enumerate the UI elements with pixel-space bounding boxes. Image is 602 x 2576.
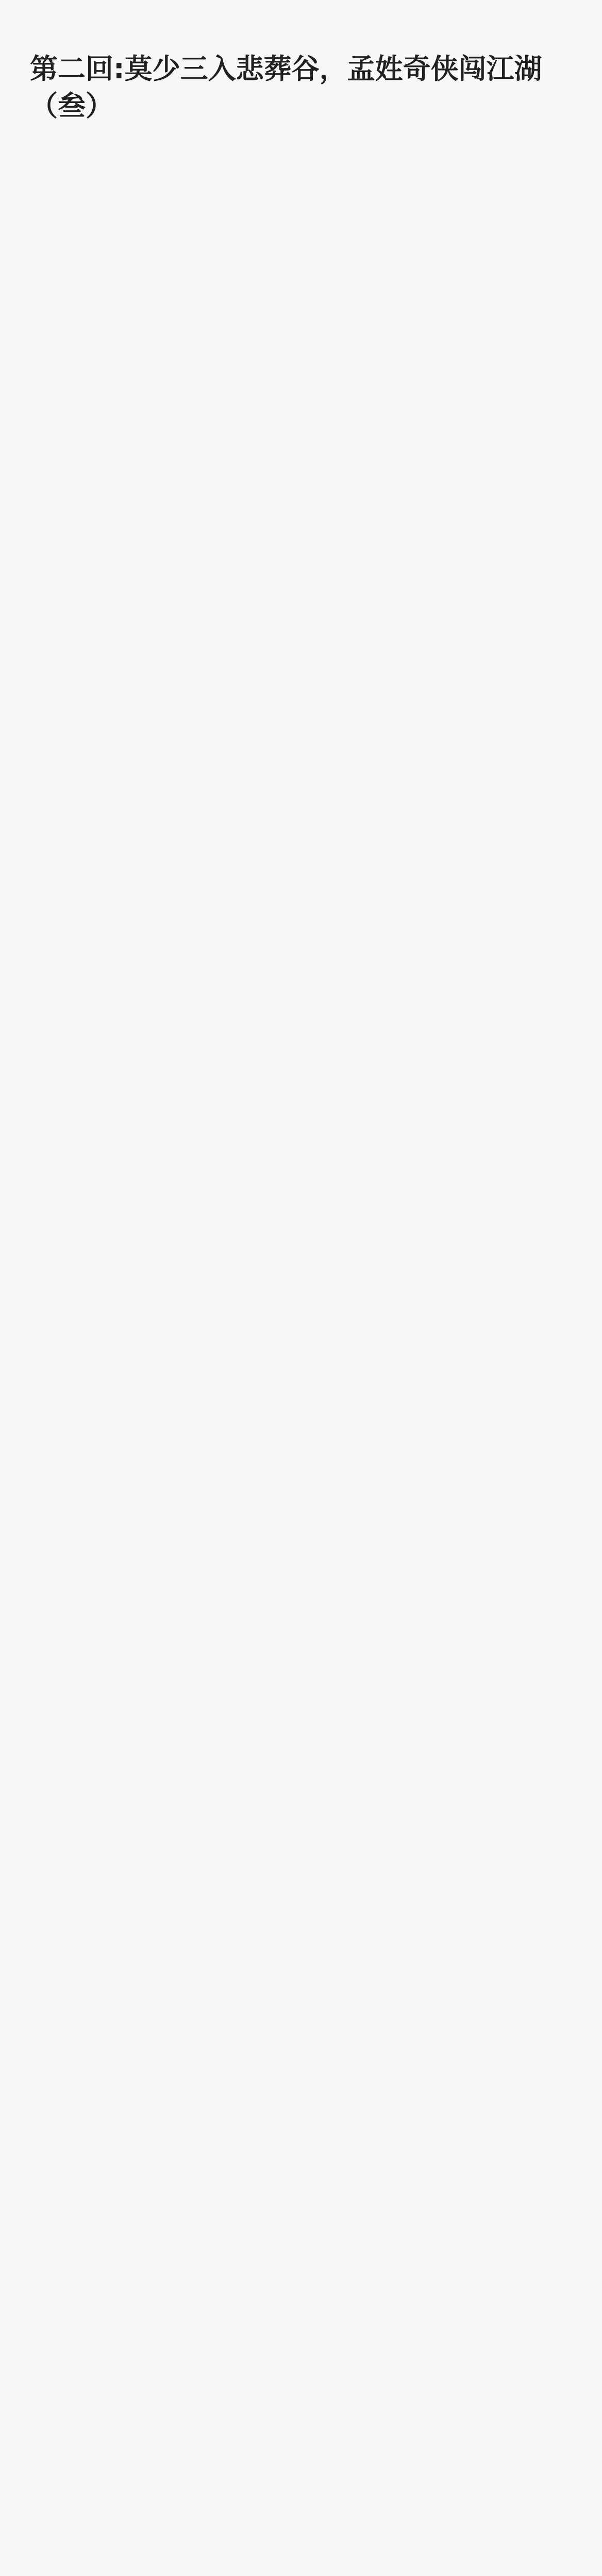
chapter-title: 第二回:莫少三入悲葬谷，孟姓奇侠闯江湖（叁） xyxy=(30,53,542,123)
article-body xyxy=(61,149,563,2576)
